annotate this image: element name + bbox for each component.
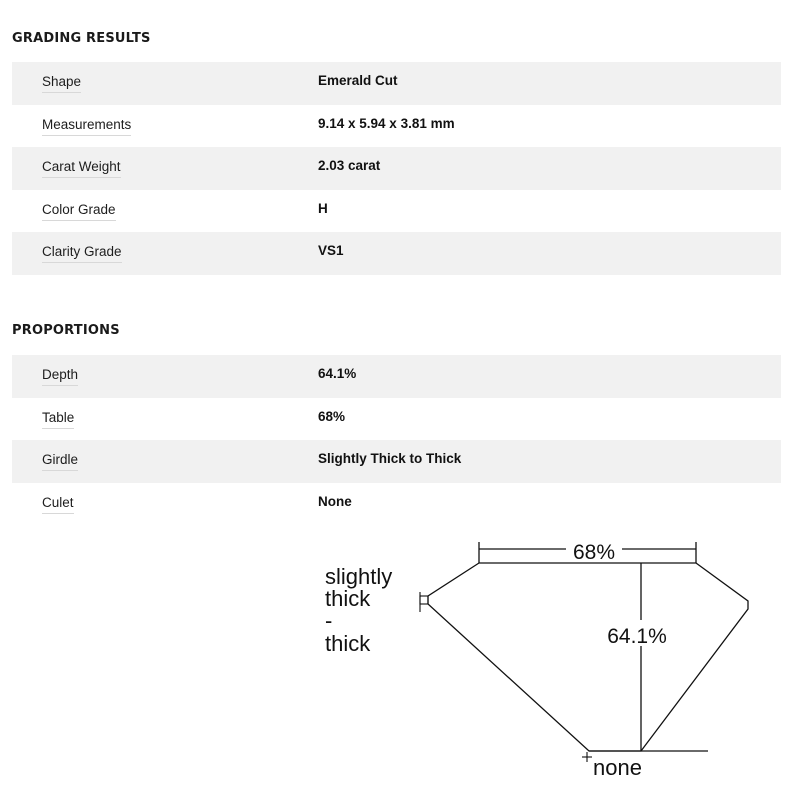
row-value: H bbox=[318, 200, 328, 216]
row-value: 68% bbox=[318, 408, 346, 424]
table-percentage-label: 68% bbox=[572, 541, 616, 564]
diamond-outline bbox=[428, 563, 748, 751]
girdle-label-line-4: thick bbox=[325, 631, 371, 656]
row-value: 9.14 x 5.94 x 3.81 mm bbox=[318, 115, 455, 131]
row-label: Shape bbox=[42, 74, 81, 93]
row-value: Emerald Cut bbox=[318, 73, 398, 88]
girdle-label-line-1: slightly bbox=[325, 564, 393, 589]
row-value: Slightly Thick to Thick bbox=[318, 451, 462, 467]
row-value: 64.1% bbox=[318, 366, 357, 381]
row-value: VS1 bbox=[318, 243, 344, 259]
row-value: None bbox=[318, 493, 352, 509]
row-label: Measurements bbox=[42, 117, 131, 136]
row-label: Carat Weight bbox=[42, 159, 121, 178]
row-label: Girdle bbox=[42, 452, 78, 471]
culet-label: none bbox=[593, 755, 642, 780]
proportions-heading: PROPORTIONS bbox=[12, 323, 120, 338]
row-label: Clarity Grade bbox=[42, 244, 122, 263]
depth-percentage-label: 64.1% bbox=[607, 625, 667, 648]
row-label: Table bbox=[42, 410, 74, 429]
girdle-marker bbox=[420, 596, 428, 604]
girdle-label-line-3: - bbox=[325, 608, 333, 633]
row-label: Depth bbox=[42, 367, 78, 386]
grading-results-heading: GRADING RESULTS bbox=[12, 31, 151, 46]
row-label: Culet bbox=[42, 495, 74, 514]
girdle-label-line-2: thick bbox=[325, 586, 371, 611]
row-label: Color Grade bbox=[42, 202, 116, 221]
row-value: 2.03 carat bbox=[318, 158, 381, 174]
